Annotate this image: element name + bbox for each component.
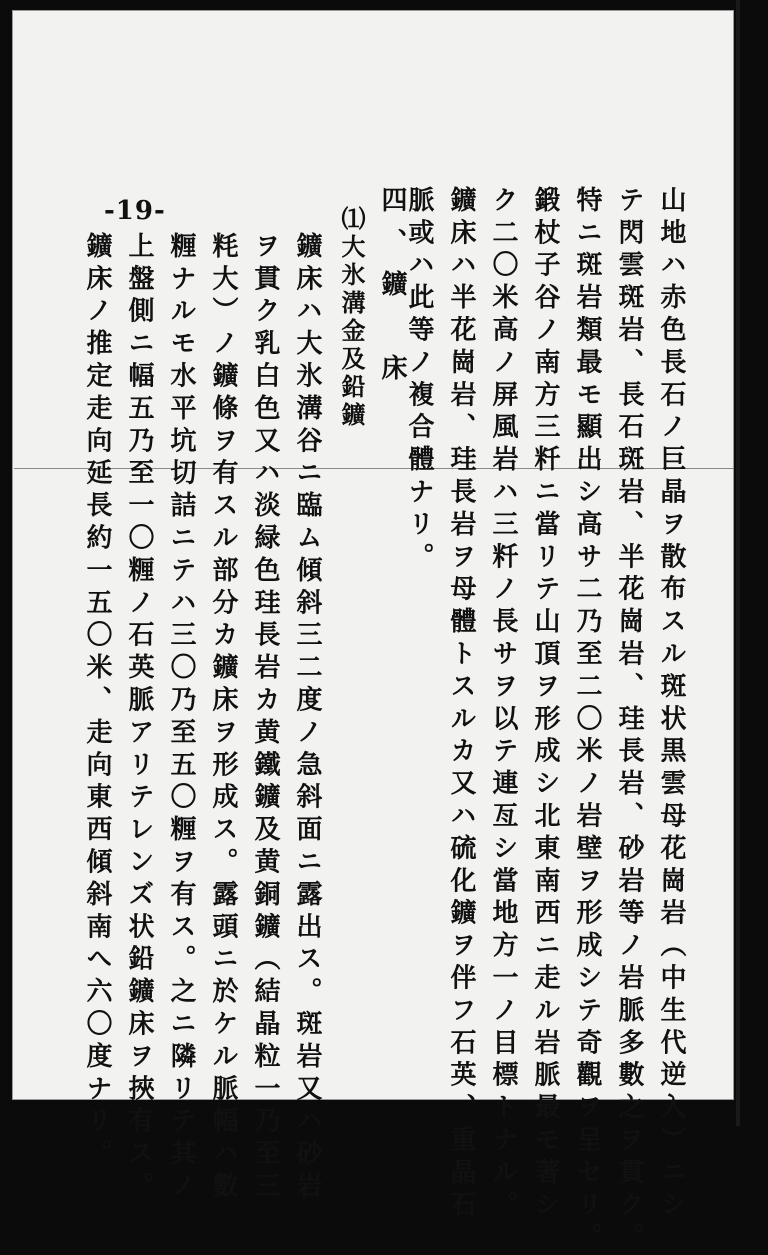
text-column-9: ヲ貫ク乳白色又ハ淡緑色珪長岩カ黄鐵鑛及黄銅鑛（結晶粒一乃至三 xyxy=(250,232,280,1204)
text-column-11: 糎ナルモ水平坑切詰ニテハ三〇乃至五〇糎ヲ有ス。之ニ隣リテ其ノ xyxy=(166,232,196,1204)
text-column-2: テ閃雲斑岩、長石斑岩、半花崗岩、珪長岩、砂岩等ノ岩脈多數之ヲ貫ク。 xyxy=(614,186,644,1255)
section-heading: 四、鑛 床 xyxy=(377,186,407,396)
text-column-12: 上盤側ニ幅五乃至一〇糎ノ石英脈アリテレンズ状鉛鑛床ヲ挾有ス。 xyxy=(124,232,154,1204)
text-column-13: 鑛床ノ推定走向延長約一五〇米、走向東西傾斜南へ六〇度ナリ。 xyxy=(82,232,112,1172)
page-number: -19- xyxy=(104,196,166,226)
text-column-8: 鑛床ハ大氷溝谷ニ臨ム傾斜三二度ノ急斜面ニ露出ス。斑岩又ハ砂岩 xyxy=(292,232,322,1204)
text-column-5: ク二〇米高ノ屏風岩ハ三粁ノ長サヲ以テ連亙シ當地方一ノ目標トナル。 xyxy=(488,186,518,1223)
text-column-6: 鑛床ハ半花崗岩、珪長岩ヲ母體トスルカ又ハ硫化鑛ヲ伴フ石英、重晶石 xyxy=(446,186,476,1223)
text-column-3: 特ニ斑岩類最モ顯出シ高サ二乃至二〇米ノ岩壁ヲ形成シテ奇觀ヲ呈セリ。 xyxy=(572,186,602,1255)
text-column-4: 鍛杖子谷ノ南方三粁ニ當リテ山頂ヲ形成シ北東南西ニ走ル岩脈最モ著シ xyxy=(530,186,560,1223)
text-column-10: 粍大）ノ鑛條ヲ有スル部分カ鑛床ヲ形成ス。露頭ニ於ケル脈幅ハ數 xyxy=(208,232,238,1204)
text-column-1: 山地ハ赤色長石ノ巨晶ヲ散布スル斑状黒雲母花崗岩（中生代逆入）ニシ xyxy=(656,186,686,1223)
text-column-7: 脈或ハ此等ノ複合體ナリ。 xyxy=(404,186,434,575)
subsection-heading: ⑴大氷溝金及鉛鑛 xyxy=(337,206,366,430)
binding-edge xyxy=(736,0,740,1126)
